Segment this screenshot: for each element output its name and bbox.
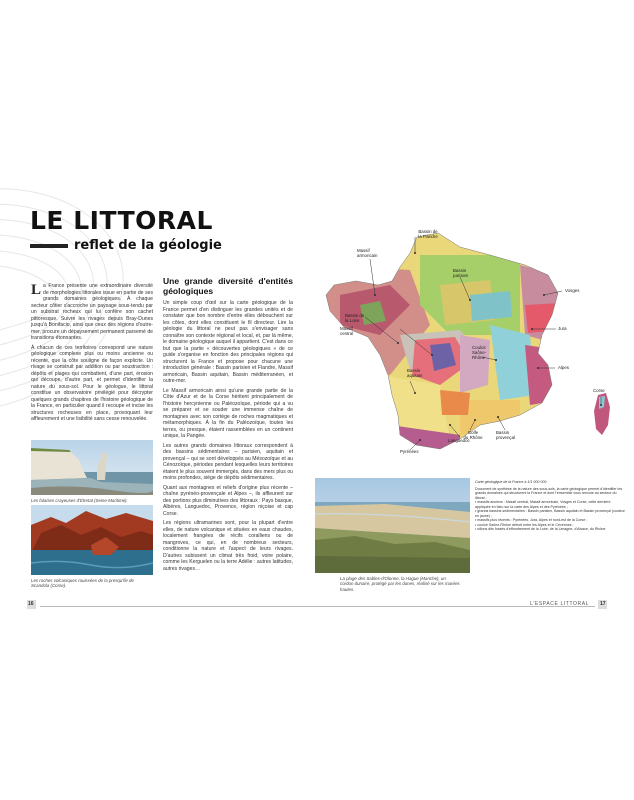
scandola-photo (31, 505, 153, 575)
map-label-pyrenees: Pyrénées (400, 449, 419, 454)
corsica-island (594, 393, 610, 435)
page-subtitle: reflet de la géologie (74, 238, 222, 253)
map-label-provencal: Bassin provençal (496, 430, 516, 440)
map-label-alpes: Alpes (558, 365, 569, 370)
map-label-corse: Corse (593, 388, 605, 393)
subtitle-rule (30, 244, 68, 248)
map-legend-line: • massifs plus récents : Pyrénées, Jura, Alpes et nord-est de la Corse ; (475, 518, 588, 522)
subtitle-row (30, 238, 222, 253)
map-legend-line: • sillons dits fossés d'effondrement de la Loire, de la Limagne, d'Alsace, du Rhône. (475, 527, 607, 531)
map-label-vosges: Vosges (565, 288, 580, 293)
map-legend-line: • couloir Saône-Rhône détroit entre les Alpes et le Cévennes ; (475, 522, 574, 527)
left-page-number: 16 (28, 601, 34, 607)
main-paragraph-2: Le Massif armoricain ainsi qu'une grande partie de la Côte d'Azur et de la Corse héritent principalement de l'histoire hercynienne ou Paléozoïque, période qui a vu se préparer et se souder une immense chaîne de montagnes avec son cortège de roches magmatiques et métamorphiques. À la fin du Paléozoïque, toutes les terres, ou presque, étaient rassemblées en un continent unique, la Pangée. (163, 387, 293, 439)
map-label-armoricain: Massif armoricain (357, 248, 378, 258)
map-label-golfe: Golfe du Rhône (463, 430, 483, 440)
map-label-jura: Jura (558, 326, 567, 331)
map-legend-line: • grands bassins sédimentaires : Bassin parisien, Bassin aquitain et Bassin provençal (couleur en jaune) ; (475, 509, 625, 518)
map-label-aquitain: Bassin aquitain (407, 368, 423, 378)
etretat-cliffs-photo (31, 440, 153, 495)
main-paragraph-3: Les autres grands domaines littoraux correspondent à des bassins sédimentaires – parisien, aquitain et provençal – qui se sont développés au Mésozoïque et au Cénozoïque, périodes pendant lesquelles leurs territoires étaient le plus souvent immergés, dans des mers plus ou moins profondes, siège de dépôts sédimentaires. (163, 442, 293, 481)
etretat-caption: Les falaises crayeuses d'Étretat (Seine-Maritime). (31, 498, 128, 503)
map-legend-line: • massifs anciens : Massif central, Massif armoricain, Vosges et Corse, cette dernière appliquée en bleu sur la carte des Alpes et des Pyrénées ; (475, 500, 611, 509)
intro-paragraph-1 (31, 283, 153, 342)
main-column (163, 277, 293, 575)
main-paragraph-1: Un simple coup d'œil sur la carte géologique de la France permet d'en distinguer les grandes unités et de constater que bon nombre d'entre elles débouchent sur les côtes, dont elles constituent le fil directeur. Lire la géologie du littoral ne peut pas s'envisager sans connaître son contexte régional et local, et, par là même, le domaine géologique auquel il appartient. C'est dans ce but que la partie « découvertes géologiques » de ce guide s'organise en fonction des principales régions qui structurent la France et propose pour chacune une introduction générale : Bassin parisien et Flandre, Massif armoricain, Bassin aquitain, Bassin méditerranéen, et outre-mer. (163, 300, 293, 384)
map-legend (475, 480, 625, 532)
main-paragraph-4: Quant aux montagnes et reliefs d'origine plus récente – chaîne pyrénéo-provençale et Alpes –, ils affleurent sur des portions plus diminutives des littoraux : Pays basque, Albères, Languedoc, Provence, région niçoise et cap Corse. (163, 484, 293, 517)
footer-rule (40, 606, 595, 607)
map-label-central: Massif central (340, 326, 354, 336)
beach-photo (315, 478, 470, 573)
map-label-parisien: Bassin parisien (453, 268, 469, 278)
drop-cap: L (31, 282, 42, 298)
map-label-flandre: Bassin de la Flandre (418, 229, 438, 239)
map-label-loire: Bassin de la Loire (345, 313, 365, 323)
geological-map (320, 225, 620, 480)
beach-caption: La plage des Sables-d'Olonne, la Hague (Manche), un cordon dunaire, protégé par les dunes, réalisé sur les marées hautes. (340, 576, 460, 592)
geological-map-graphic (320, 225, 620, 480)
running-head: L'ESPACE LITTORAL (530, 601, 590, 607)
map-legend-title: Carte géologique de la France à 1/1 000 000. (475, 480, 548, 484)
map-legend-line: Document de synthèse de la nature des sous-sols, la carte géologique permet d'identifier les grands domaines qui structurent la France et dont l'ensemble vous renvoie au secteur du littoral : (475, 486, 623, 500)
map-label-languedoc: Languedoc (448, 438, 470, 443)
page-title: LE LITTORAL (30, 206, 213, 235)
intro-column (31, 283, 153, 426)
intro-paragraph-2: À chacun de ces territoires correspond une nature géologique complexe plus ou moins ancienne ou récente, que la côte souligne de façon explicite. Un rivage se construit par addition ou par soustraction : dépôts et plages qui combattent, d'une part, érosion qui découpe, d'autre part, et permet d'identifier la nature du sous-sol. Pour le géologue, le littoral constitue un observatoire privilégié pour décrypter quelques grands chapitres de l'histoire géologique de la France, en particulier quand il recoupe et incise les structures rocheuses en place, provoquant leur affleurement et une lisibilité sans cesse renouvelée. (31, 344, 153, 422)
map-label-couloir: Couloir Saône- Rhône (472, 345, 487, 360)
intro-paragraph-1-text: a France présente une extraordinaire diversité de morphologies littorales issue en partie de ses grands domaines géologiques. À chaque secteur côtier s'accroche un paysage sous-tendu par un substrat rocheux qui lui confère son cachet pittoresque. Suivre les rivages depuis Bray-Dunes jusqu'à Bonifacio, ainsi que ceux des régions d'outre-mer, procure un dépaysement permanent parsemé de transitions étonnantes. (31, 283, 153, 341)
section-heading: Une grande diversité d'entités géologiques (163, 276, 293, 296)
right-page-number: 17 (600, 601, 606, 607)
main-paragraph-5: Les régions ultramarines sont, pour la plupart d'entre elles, de nature volcanique et situées en eaux chaudes, localement frangées de récifs coralliens ou de mangroves, ce qui, en de nombreux secteurs, conditionne la nature et l'aspect de leurs rivages. D'autres subissent un climat très froid, voire polaire, comme les Kerguelen ou la terre Adélie : autres latitudes, autres rivages… (163, 520, 293, 572)
scandola-caption: Les roches volcaniques rouissées de la presqu'île de Scandola (Corse). (31, 578, 134, 589)
